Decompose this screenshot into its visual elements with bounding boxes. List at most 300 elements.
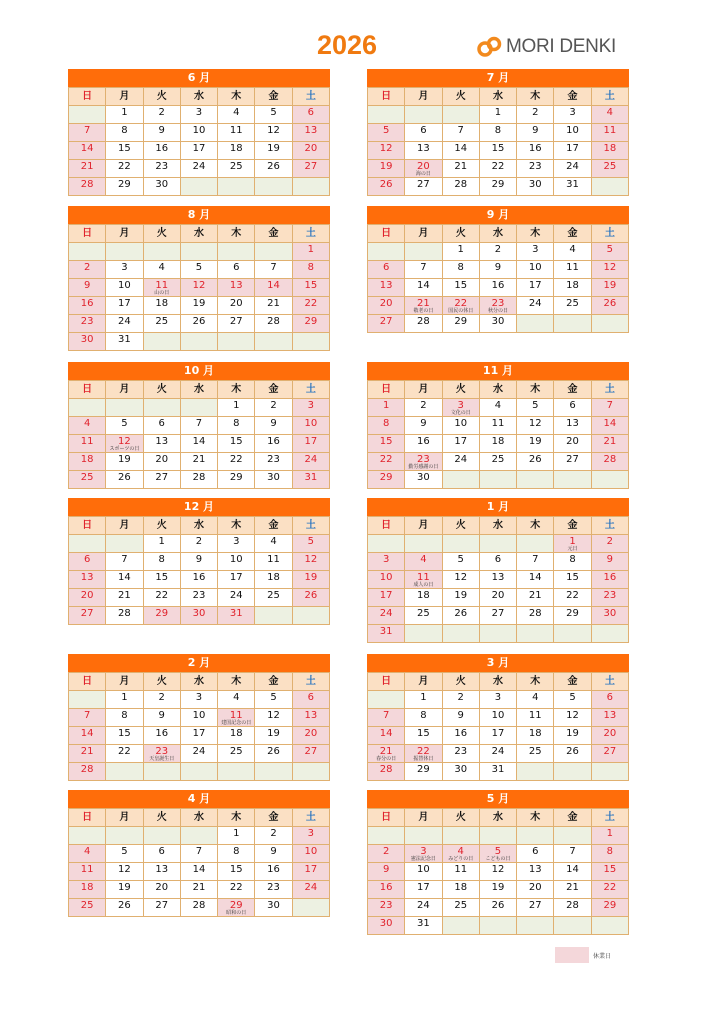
day-number: 23 — [454, 746, 468, 757]
week-row — [69, 106, 330, 124]
day-number: 26 — [267, 746, 280, 757]
day-cell — [292, 709, 329, 727]
day-cell — [69, 845, 106, 863]
empty-cell — [591, 763, 628, 781]
day-number: 28 — [192, 900, 206, 911]
day-number: 17 — [417, 882, 430, 893]
empty-cell — [479, 827, 516, 845]
day-cell — [180, 691, 217, 709]
day-number: 25 — [267, 590, 280, 601]
holiday-name: 建国記念の日 — [221, 720, 252, 726]
day-number: 20 — [229, 298, 243, 309]
day-number: 8 — [569, 554, 576, 565]
day-cell — [405, 471, 442, 489]
day-number: 19 — [379, 161, 393, 172]
day-cell — [69, 471, 106, 489]
day-cell — [405, 142, 442, 160]
weekday-label: 火 — [143, 673, 180, 691]
day-cell — [368, 917, 405, 935]
day-number: 5 — [121, 846, 128, 857]
day-number: 24 — [566, 161, 579, 172]
day-number: 20 — [155, 454, 169, 465]
weekday-label: 木 — [517, 517, 554, 535]
empty-cell — [180, 763, 217, 781]
empty-cell — [442, 917, 479, 935]
day-number: 6 — [83, 554, 91, 565]
day-number: 9 — [270, 846, 277, 857]
empty-cell — [255, 333, 292, 351]
day-cell — [218, 863, 255, 881]
day-cell — [106, 845, 143, 863]
week-row — [69, 160, 330, 178]
day-number: 25 — [566, 298, 579, 309]
empty-cell — [292, 178, 329, 196]
day-cell — [442, 571, 479, 589]
day-number: 21 — [603, 436, 617, 447]
day-cell — [180, 899, 217, 917]
day-number: 2 — [532, 107, 539, 118]
holiday-name: 山の日 — [154, 290, 170, 296]
day-number: 30 — [267, 900, 280, 911]
month-table — [367, 380, 629, 489]
day-number: 14 — [192, 436, 206, 447]
day-number: 21 — [80, 746, 94, 757]
day-number: 21 — [379, 746, 393, 757]
week-row — [69, 399, 330, 417]
day-number: 17 — [304, 864, 318, 875]
day-cell — [368, 417, 405, 435]
day-number: 27 — [566, 454, 579, 465]
weekday-label: 日 — [368, 673, 405, 691]
holiday-name: 成人の日 — [413, 582, 434, 588]
day-number: 3 — [457, 400, 464, 411]
holiday-name: 天皇誕生日 — [149, 756, 175, 762]
day-cell — [292, 124, 329, 142]
day-number: 21 — [192, 454, 206, 465]
day-cell — [69, 261, 106, 279]
empty-cell — [405, 625, 442, 643]
week-row — [368, 124, 629, 142]
day-number: 6 — [158, 846, 165, 857]
weekday-row — [69, 673, 330, 691]
day-number: 1 — [606, 828, 614, 839]
day-number: 10 — [379, 572, 393, 583]
empty-cell — [69, 243, 106, 261]
day-cell — [479, 315, 516, 333]
week-row — [368, 160, 629, 178]
weekday-label: 土 — [591, 673, 628, 691]
empty-cell — [591, 917, 628, 935]
day-number: 28 — [603, 454, 617, 465]
day-number: 20 — [603, 728, 617, 739]
weekday-label: 日 — [69, 517, 106, 535]
day-cell — [554, 399, 591, 417]
weekday-label: 木 — [218, 673, 255, 691]
week-row — [368, 899, 629, 917]
day-number: 1 — [158, 536, 165, 547]
week-row — [368, 763, 629, 781]
week-row — [69, 899, 330, 917]
empty-cell — [591, 178, 628, 196]
holiday-cell — [405, 745, 442, 763]
empty-cell — [479, 535, 516, 553]
day-number: 7 — [420, 262, 427, 273]
day-number: 6 — [532, 846, 539, 857]
day-number: 11 — [491, 418, 505, 429]
day-cell — [405, 899, 442, 917]
day-number: 6 — [420, 125, 427, 136]
day-number: 4 — [270, 536, 277, 547]
day-number: 6 — [606, 692, 614, 703]
day-number: 25 — [229, 746, 243, 757]
holiday-cell — [218, 607, 255, 625]
day-number: 27 — [155, 900, 169, 911]
holiday-name: 文化の日 — [450, 410, 471, 416]
day-number: 23 — [192, 590, 206, 601]
day-cell — [442, 142, 479, 160]
day-cell — [517, 297, 554, 315]
day-cell — [106, 553, 143, 571]
day-number: 14 — [118, 572, 131, 583]
day-cell — [255, 589, 292, 607]
day-cell — [255, 417, 292, 435]
week-row — [69, 763, 330, 781]
month-title: 3 月 — [367, 654, 629, 672]
empty-cell — [405, 827, 442, 845]
day-number: 11 — [603, 125, 617, 136]
day-number: 9 — [420, 418, 427, 429]
week-row — [368, 435, 629, 453]
weekday-row — [69, 517, 330, 535]
day-number: 24 — [118, 316, 131, 327]
day-number: 2 — [494, 244, 502, 255]
week-row — [368, 607, 629, 625]
day-cell — [591, 279, 628, 297]
day-number: 26 — [192, 316, 206, 327]
day-number: 13 — [603, 710, 617, 721]
day-cell — [479, 553, 516, 571]
week-row — [69, 881, 330, 899]
weekday-label: 木 — [517, 225, 554, 243]
month-calendar — [367, 206, 629, 333]
day-number: 29 — [155, 608, 169, 619]
day-number: 27 — [603, 746, 617, 757]
empty-cell — [180, 243, 217, 261]
day-cell — [554, 160, 591, 178]
day-cell — [554, 607, 591, 625]
day-cell — [479, 142, 516, 160]
day-number: 17 — [192, 143, 206, 154]
day-number: 14 — [80, 143, 94, 154]
day-cell — [69, 279, 106, 297]
day-number: 19 — [491, 882, 505, 893]
day-cell — [143, 142, 180, 160]
day-cell — [405, 178, 442, 196]
day-number: 4 — [83, 418, 91, 429]
day-cell — [292, 863, 329, 881]
day-cell — [255, 160, 292, 178]
weekday-label: 火 — [143, 809, 180, 827]
holiday-cell — [368, 745, 405, 763]
day-cell — [292, 142, 329, 160]
day-number: 4 — [606, 107, 614, 118]
empty-cell — [517, 763, 554, 781]
day-number: 18 — [267, 572, 280, 583]
week-row — [69, 315, 330, 333]
day-number: 31 — [491, 764, 505, 775]
day-number: 28 — [454, 179, 468, 190]
weekday-label: 水 — [180, 88, 217, 106]
day-cell — [180, 142, 217, 160]
day-number: 18 — [528, 728, 542, 739]
empty-cell — [554, 827, 591, 845]
empty-cell — [517, 625, 554, 643]
weekday-label: 水 — [479, 809, 516, 827]
day-number: 5 — [307, 536, 315, 547]
week-row — [69, 745, 330, 763]
day-number: 5 — [121, 418, 128, 429]
day-number: 22 — [603, 882, 617, 893]
day-number: 2 — [270, 400, 277, 411]
day-number: 30 — [155, 179, 169, 190]
empty-cell — [106, 827, 143, 845]
day-number: 28 — [566, 900, 579, 911]
day-number: 9 — [158, 125, 165, 136]
day-number: 9 — [270, 418, 277, 429]
holiday-cell — [143, 745, 180, 763]
day-cell — [554, 261, 591, 279]
day-number: 17 — [454, 436, 468, 447]
weekday-label: 木 — [517, 673, 554, 691]
day-number: 27 — [304, 161, 318, 172]
week-row — [368, 399, 629, 417]
day-cell — [106, 881, 143, 899]
day-number: 23 — [155, 161, 169, 172]
day-cell — [218, 881, 255, 899]
day-cell — [368, 160, 405, 178]
day-number: 26 — [454, 608, 468, 619]
day-number: 24 — [417, 900, 430, 911]
day-cell — [292, 553, 329, 571]
day-cell — [218, 297, 255, 315]
day-cell — [255, 142, 292, 160]
day-number: 6 — [569, 400, 576, 411]
day-cell — [180, 553, 217, 571]
day-cell — [218, 727, 255, 745]
day-number: 21 — [528, 590, 542, 601]
day-number: 8 — [233, 846, 240, 857]
weekday-label: 木 — [218, 517, 255, 535]
day-cell — [180, 863, 217, 881]
day-cell — [517, 571, 554, 589]
week-row — [368, 727, 629, 745]
day-cell — [405, 399, 442, 417]
day-number: 10 — [304, 418, 318, 429]
day-cell — [69, 727, 106, 745]
day-cell — [368, 763, 405, 781]
day-number: 20 — [566, 436, 579, 447]
weekday-label: 水 — [479, 517, 516, 535]
day-number: 18 — [80, 882, 94, 893]
weekday-label: 金 — [255, 225, 292, 243]
day-number: 25 — [229, 161, 243, 172]
weekday-label: 日 — [368, 225, 405, 243]
weekday-label: 月 — [405, 517, 442, 535]
day-cell — [180, 845, 217, 863]
legend-holiday-swatch — [555, 947, 589, 963]
month-title: 4 月 — [68, 790, 330, 808]
day-number: 16 — [528, 143, 542, 154]
weekday-label: 火 — [143, 517, 180, 535]
calendar-year: 2026 — [317, 30, 378, 60]
day-cell — [554, 727, 591, 745]
empty-cell — [180, 827, 217, 845]
day-number: 29 — [491, 179, 505, 190]
day-cell — [591, 553, 628, 571]
day-number: 29 — [454, 316, 468, 327]
day-number: 2 — [195, 536, 203, 547]
day-number: 21 — [267, 298, 280, 309]
weekday-label: 土 — [292, 517, 329, 535]
day-cell — [218, 571, 255, 589]
day-number: 25 — [454, 900, 468, 911]
day-number: 15 — [566, 572, 579, 583]
weekday-label: 木 — [517, 809, 554, 827]
day-number: 4 — [233, 107, 240, 118]
weekday-label: 木 — [218, 88, 255, 106]
day-number: 11 — [155, 280, 169, 291]
day-cell — [591, 709, 628, 727]
day-cell — [292, 261, 329, 279]
day-number: 6 — [382, 262, 390, 273]
holiday-cell — [180, 279, 217, 297]
week-row — [368, 863, 629, 881]
day-cell — [106, 297, 143, 315]
week-row — [368, 535, 629, 553]
day-cell — [368, 553, 405, 571]
day-cell — [591, 607, 628, 625]
weekday-label: 月 — [106, 673, 143, 691]
day-cell — [143, 881, 180, 899]
day-cell — [69, 571, 106, 589]
day-number: 15 — [304, 280, 318, 291]
day-number: 3 — [195, 107, 203, 118]
day-number: 4 — [569, 244, 576, 255]
empty-cell — [69, 827, 106, 845]
day-cell — [405, 709, 442, 727]
day-cell — [591, 691, 628, 709]
week-row — [368, 106, 629, 124]
day-number: 24 — [304, 882, 318, 893]
day-number: 25 — [528, 746, 542, 757]
day-number: 7 — [83, 710, 91, 721]
week-row — [69, 178, 330, 196]
day-cell — [405, 279, 442, 297]
day-number: 3 — [382, 554, 390, 565]
day-cell — [143, 261, 180, 279]
day-number: 20 — [417, 161, 430, 172]
empty-cell — [591, 471, 628, 489]
day-number: 1 — [233, 828, 240, 839]
day-cell — [554, 243, 591, 261]
day-number: 13 — [417, 143, 430, 154]
weekday-label: 木 — [218, 225, 255, 243]
day-number: 17 — [379, 590, 393, 601]
day-number: 12 — [192, 280, 206, 291]
day-number: 4 — [233, 692, 240, 703]
weekday-row — [368, 517, 629, 535]
day-number: 17 — [304, 436, 318, 447]
day-cell — [292, 535, 329, 553]
day-number: 26 — [304, 590, 318, 601]
day-number: 1 — [233, 400, 240, 411]
holiday-cell — [479, 845, 516, 863]
day-number: 18 — [603, 143, 617, 154]
week-row — [69, 589, 330, 607]
weekday-label: 月 — [405, 381, 442, 399]
empty-cell — [255, 178, 292, 196]
empty-cell — [69, 399, 106, 417]
day-number: 17 — [566, 143, 579, 154]
day-number: 9 — [457, 710, 464, 721]
day-number: 29 — [417, 764, 430, 775]
day-number: 8 — [494, 125, 502, 136]
day-cell — [143, 727, 180, 745]
week-row — [368, 589, 629, 607]
day-number: 8 — [457, 262, 464, 273]
day-number: 13 — [155, 864, 169, 875]
day-number: 13 — [566, 418, 579, 429]
day-number: 17 — [192, 728, 206, 739]
weekday-label: 木 — [517, 381, 554, 399]
day-number: 14 — [454, 143, 468, 154]
day-number: 26 — [267, 161, 280, 172]
holiday-name: 振替休日 — [413, 756, 434, 762]
day-number: 30 — [192, 608, 206, 619]
day-cell — [69, 745, 106, 763]
day-cell — [591, 745, 628, 763]
day-number: 24 — [491, 746, 505, 757]
weekday-label: 日 — [368, 809, 405, 827]
day-number: 30 — [454, 764, 468, 775]
day-number: 3 — [121, 262, 128, 273]
day-number: 19 — [603, 280, 617, 291]
day-number: 9 — [158, 710, 165, 721]
day-cell — [442, 124, 479, 142]
day-number: 2 — [83, 262, 91, 273]
day-cell — [180, 709, 217, 727]
day-number: 10 — [454, 418, 468, 429]
day-number: 23 — [379, 900, 393, 911]
empty-cell — [442, 625, 479, 643]
day-cell — [292, 160, 329, 178]
day-cell — [442, 553, 479, 571]
empty-cell — [591, 315, 628, 333]
day-number: 13 — [80, 572, 94, 583]
empty-cell — [292, 333, 329, 351]
day-number: 29 — [304, 316, 318, 327]
day-number: 15 — [229, 864, 243, 875]
day-number: 5 — [382, 125, 390, 136]
weekday-label: 土 — [292, 88, 329, 106]
day-number: 26 — [528, 454, 542, 465]
day-cell — [69, 899, 106, 917]
day-cell — [591, 261, 628, 279]
day-cell — [517, 881, 554, 899]
empty-cell — [255, 243, 292, 261]
empty-cell — [106, 399, 143, 417]
empty-cell — [143, 399, 180, 417]
